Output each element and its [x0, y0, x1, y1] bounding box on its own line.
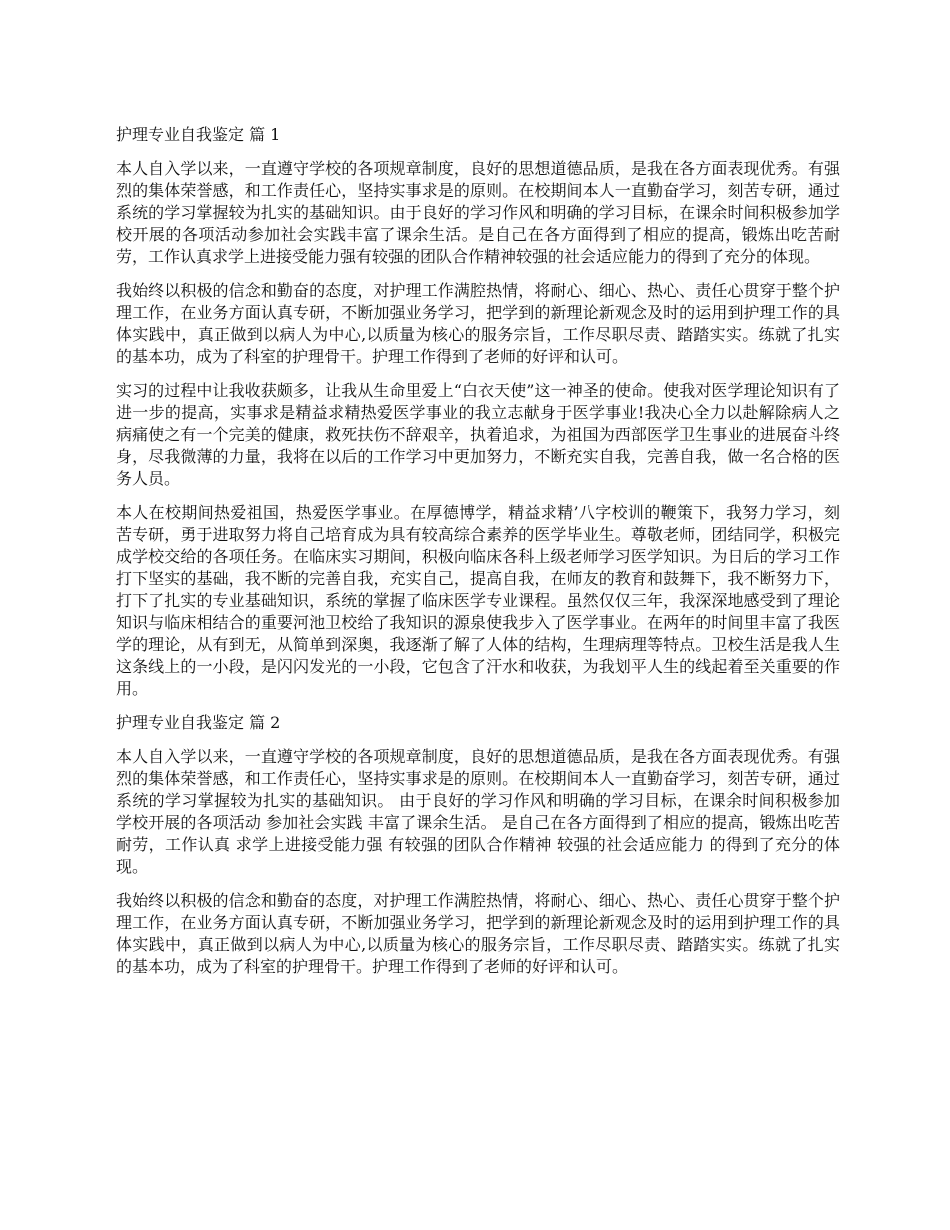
paragraph: 我始终以积极的信念和勤奋的态度，对护理工作满腔热情，将耐心、细心、热心、责任心贯穿于整个护理工作，在业务方面认真专研，不断加强业务学习，把学到的新理论新观念及时的运用到护理工作的具体实践中，真正做到以病人为中心,以质量为核心的服务宗旨，工作尽职尽责、踏踏实实。练就了扎实的基本功，成为了科室的护理骨干。护理工作得到了老师的好评和认可。	[116, 891, 840, 976]
document-page	[116, 124, 840, 990]
paragraph: 实习的过程中让我收获颇多，让我从生命里爱上“白衣天使”这一神圣的使命。使我对医学理论知识有了进一步的提高，实事求是精益求精热爱医学事业的我立志献身于医学事业!我决心全力以赴解除病人之病痛使之有一个完美的健康，救死扶伤不辞艰辛，执着追求，为祖国为西部医学卫生事业的进展奋斗终身，尽我微薄的力量，我将在以后的工作学习中更加努力，不断充实自我，完善自我，做一名合格的医务人员。	[116, 381, 840, 488]
paragraph: 我始终以积极的信念和勤奋的态度，对护理工作满腔热情，将耐心、细心、热心、责任心贯穿于整个护理工作，在业务方面认真专研，不断加强业务学习，把学到的新理论新观念及时的运用到护理工作的具体实践中，真正做到以病人为中心,以质量为核心的服务宗旨，工作尽职尽责、踏踏实实。练就了扎实的基本功，成为了科室的护理骨干。护理工作得到了老师的好评和认可。	[116, 281, 840, 366]
section-title: 护理专业自我鉴定 篇 2	[116, 713, 281, 732]
paragraph: 本人在校期间热爱祖国，热爱医学事业。在厚德博学，精益求精’八字校训的鞭策下，我努力学习，刻苦专研，勇于进取努力将自己培育成为具有较高综合素养的医学毕业生。尊敬老师，团结同学，积极完成学校交给的各项任务。在临床实习期间，积极向临床各科上级老师学习医学知识。为日后的学习工作打下坚实的基础，我不断的完善自我，充实自己，提高自我，在师友的教育和鼓舞下，我不断努力下，打下了扎实的专业基础知识，系统的掌握了临床医学专业课程。虽然仅仅三年，我深深地感受到了理论知识与临床相结合的重要河池卫校给了我知识的源泉使我步入了医学事业。在两年的时间里丰富了我医学的理论，从有到无，从简单到深奥，我逐渐了解了人体的结构，生理病理等特点。卫校生活是我人生这条线上的一小段，是闪闪发光的一小段，它包含了汗水和收获，为我划平人生的线起着至关重要的作用。	[116, 503, 840, 698]
section-title: 护理专业自我鉴定 篇 1	[116, 125, 281, 144]
paragraph: 本人自入学以来，一直遵守学校的各项规章制度，良好的思想道德品质，是我在各方面表现优秀。有强烈的集体荣誉感，和工作责任心，坚持实事求是的原则。在校期间本人一直勤奋学习，刻苦专研，通过系统的学习掌握较为扎实的基础知识。由于良好的学习作风和明确的学习目标，在课余时间积极参加学校开展的各项活动参加社会实践丰富了课余生活。是自己在各方面得到了相应的提高，锻炼出吃苦耐劳，工作认真求学上进接受能力强有较强的团队合作精神较强的社会适应能力的得到了充分的体现。	[116, 159, 840, 266]
paragraph: 本人自入学以来，一直遵守学校的各项规章制度，良好的思想道德品质，是我在各方面表现优秀。有强烈的集体荣誉感，和工作责任心，坚持实事求是的原则。在校期间本人一直勤奋学习，刻苦专研，通过系统的学习掌握较为扎实的基础知识。 由于良好的学习作风和明确的学习目标，在课余时间积极参加学校开展的各项活动 参加社会实践 丰富了课余生活。 是自己在各方面得到了相应的提高，锻炼出吃苦耐劳，工作认真 求学上进接受能力强 有较强的团队合作精神 较强的社会适应能力 的得到了充分的体现。	[116, 747, 840, 876]
